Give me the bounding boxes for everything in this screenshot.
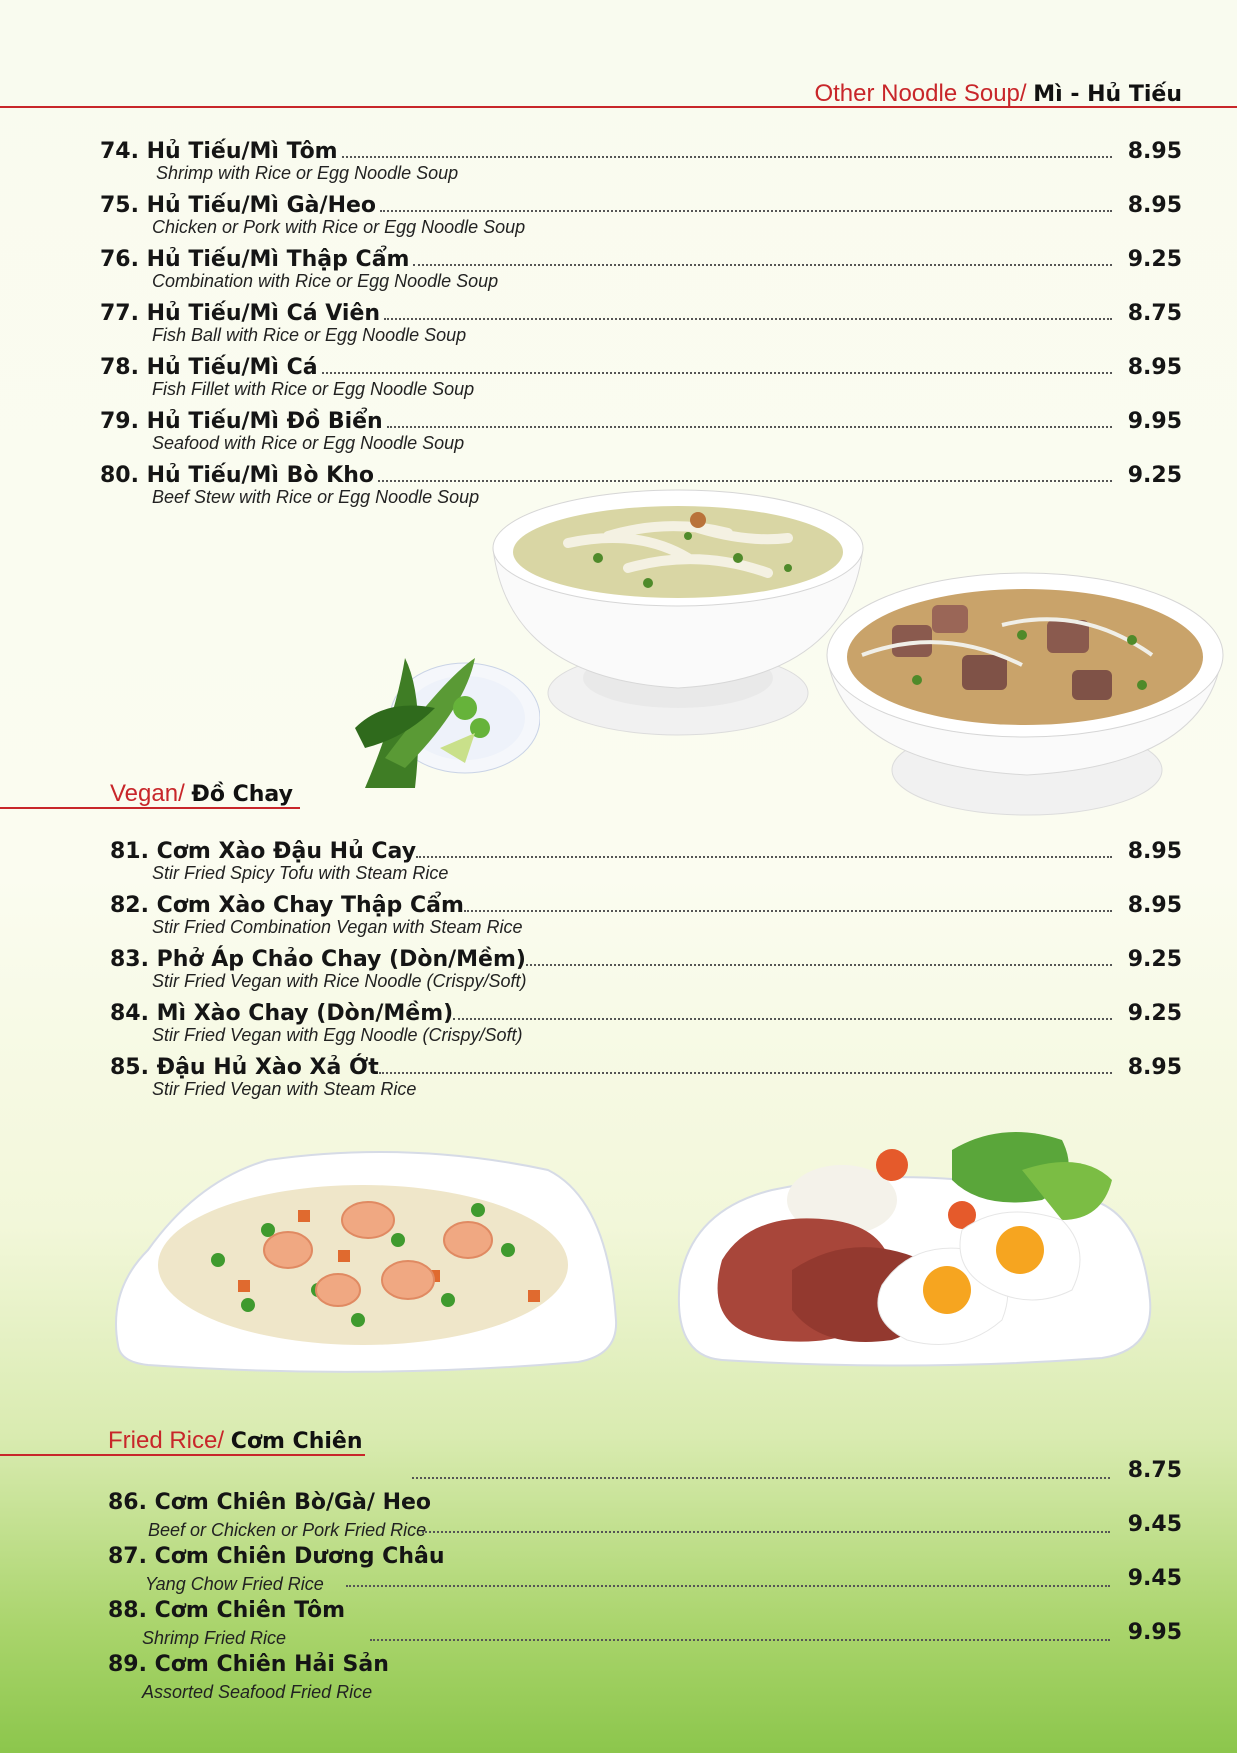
item-name: 76. Hủ Tiếu/Mì Thập Cẩm xyxy=(100,247,410,272)
beef-ball-noodle-soup-bowl xyxy=(822,565,1227,825)
menu-item-82 xyxy=(110,890,1182,944)
item-description: Shrimp Fried Rice xyxy=(142,1628,287,1648)
dot-leader xyxy=(416,856,1112,858)
item-name: 75. Hủ Tiếu/Mì Gà/Heo xyxy=(100,193,377,218)
dot-leader xyxy=(422,1530,1110,1533)
dot-leader xyxy=(413,264,1112,266)
menu-item-78 xyxy=(100,352,1182,406)
noodle-title-en: Other Noodle Soup/ xyxy=(814,80,1027,107)
menu-item-87 xyxy=(100,1512,1182,1594)
item-price: 9.95 xyxy=(1127,409,1182,434)
menu-item-88 xyxy=(100,1566,1182,1648)
item-price: 9.25 xyxy=(1127,1001,1182,1026)
item-name: 80. Hủ Tiếu/Mì Bò Kho xyxy=(100,463,374,488)
chicken-noodle-soup-bowl xyxy=(488,488,868,753)
item-name: 81. Cơm Xào Đậu Hủ Cay xyxy=(110,839,417,864)
item-description: Chicken or Pork with Rice or Egg Noodle Soup xyxy=(152,217,526,237)
item-name: 77. Hủ Tiếu/Mì Cá Viên xyxy=(100,301,381,326)
item-price: 8.75 xyxy=(1127,1458,1182,1483)
item-description: Beef Stew with Rice or Egg Noodle Soup xyxy=(152,487,480,507)
item-description: Yang Chow Fried Rice xyxy=(145,1574,324,1594)
dot-leader xyxy=(384,318,1112,320)
item-description: Stir Fried Combination Vegan with Steam Rice xyxy=(152,917,523,937)
item-name: 86. Cơm Chiên Bò/Gà/ Heo xyxy=(108,1490,432,1515)
item-price: 8.75 xyxy=(1127,301,1182,326)
dot-leader xyxy=(464,910,1112,912)
menu-item-83 xyxy=(110,944,1182,998)
item-description: Fish Ball with Rice or Egg Noodle Soup xyxy=(152,325,467,345)
menu-item-75 xyxy=(100,190,1182,244)
item-price: 8.95 xyxy=(1127,193,1182,218)
shrimp-fried-rice-plate xyxy=(108,1140,624,1380)
item-description: Stir Fried Vegan with Egg Noodle (Crispy/Soft) xyxy=(152,1025,523,1045)
item-description: Combination with Rice or Egg Noodle Soup xyxy=(152,271,499,291)
fried-rice-section-title xyxy=(108,1427,362,1455)
item-price: 9.45 xyxy=(1127,1566,1182,1591)
item-description: Stir Fried Vegan with Rice Noodle (Crispy/Soft) xyxy=(152,971,527,991)
item-name: 89. Cơm Chiên Hải Sản xyxy=(108,1652,389,1677)
item-price: 8.95 xyxy=(1127,1055,1182,1080)
menu-item-81 xyxy=(110,836,1182,890)
item-name: 74. Hủ Tiếu/Mì Tôm xyxy=(100,139,338,164)
item-name: 84. Mì Xào Chay (Dòn/Mềm) xyxy=(110,1001,454,1026)
menu-item-74 xyxy=(100,136,1182,190)
item-name: 82. Cơm Xào Chay Thập Cẩm xyxy=(110,893,464,918)
item-name: 83. Phở Áp Chảo Chay (Dòn/Mềm) xyxy=(110,947,526,972)
dot-leader xyxy=(453,1018,1112,1020)
item-price: 9.25 xyxy=(1127,463,1182,488)
noodle-section-title xyxy=(814,80,1182,108)
item-description: Stir Fried Spicy Tofu with Steam Rice xyxy=(152,863,449,883)
item-price: 8.95 xyxy=(1127,893,1182,918)
fried-rice-title-vn: Cơm Chiên xyxy=(230,1429,363,1454)
item-name: 88. Cơm Chiên Tôm xyxy=(108,1598,346,1623)
menu-item-79 xyxy=(100,406,1182,460)
dot-leader xyxy=(526,964,1112,966)
dot-leader xyxy=(380,210,1112,212)
dot-leader xyxy=(346,1584,1110,1587)
item-price: 9.25 xyxy=(1127,247,1182,272)
vegan-title-en: Vegan/ xyxy=(110,780,185,807)
item-name: 78. Hủ Tiếu/Mì Cá xyxy=(100,355,318,380)
grilled-pork-egg-rice-plate xyxy=(662,1120,1167,1375)
item-price: 9.25 xyxy=(1127,947,1182,972)
item-description: Assorted Seafood Fried Rice xyxy=(142,1682,373,1702)
vegan-section-title xyxy=(110,780,293,808)
item-description: Stir Fried Vegan with Steam Rice xyxy=(152,1079,417,1099)
menu-item-86 xyxy=(100,1458,1182,1540)
menu-item-89 xyxy=(100,1620,1182,1702)
vegan-title-vn: Đồ Chay xyxy=(191,782,293,807)
noodle-title-vn: Mì - Hủ Tiếu xyxy=(1033,82,1182,107)
menu-item-76 xyxy=(100,244,1182,298)
item-price: 8.95 xyxy=(1127,355,1182,380)
item-description: Shrimp with Rice or Egg Noodle Soup xyxy=(156,163,459,183)
item-price: 8.95 xyxy=(1127,839,1182,864)
menu-item-84 xyxy=(110,998,1182,1052)
dot-leader xyxy=(370,1638,1110,1641)
herb-garnish-plate xyxy=(345,638,540,798)
item-description: Seafood with Rice or Egg Noodle Soup xyxy=(152,433,465,453)
item-name: 79. Hủ Tiếu/Mì Đồ Biển xyxy=(100,409,383,434)
item-name: 85. Đậu Hủ Xào Xả Ớt xyxy=(110,1055,379,1080)
dot-leader xyxy=(387,426,1112,428)
dot-leader xyxy=(322,372,1112,374)
dot-leader xyxy=(342,156,1112,158)
item-name: 87. Cơm Chiên Dương Châu xyxy=(108,1544,445,1569)
item-description: Beef or Chicken or Pork Fried Rice xyxy=(148,1520,427,1540)
item-price: 9.45 xyxy=(1127,1512,1182,1537)
dot-leader xyxy=(378,480,1112,482)
item-price: 8.95 xyxy=(1127,139,1182,164)
dot-leader xyxy=(412,1476,1110,1479)
item-description: Fish Fillet with Rice or Egg Noodle Soup xyxy=(152,379,475,399)
menu-item-77 xyxy=(100,298,1182,352)
dot-leader xyxy=(379,1072,1112,1074)
menu-item-85 xyxy=(110,1052,1182,1106)
item-price: 9.95 xyxy=(1127,1620,1182,1645)
fried-rice-title-en: Fried Rice/ xyxy=(108,1427,225,1454)
